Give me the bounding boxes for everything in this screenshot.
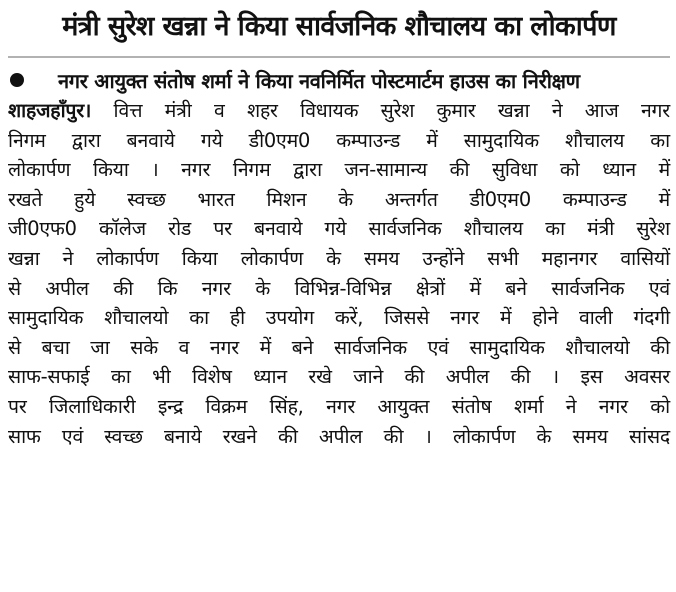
- body-line: लोकार्पण किया । नगर निगम द्वारा जन-सामान्य की सुविधा को ध्यान में: [8, 158, 670, 182]
- body-line: पर जिलाधिकारी इन्द्र विक्रम सिंह, नगर आयुक्त संतोष शर्मा ने नगर को: [8, 394, 670, 418]
- subheadline-item: [8, 68, 670, 95]
- bullet-icon: [10, 73, 24, 87]
- body-line: साफ एवं स्वच्छ बनाये रखने की अपील की । लोकार्पण के समय सांसद: [8, 424, 670, 448]
- body-line: रखते हुये स्वच्छ भारत मिशन के अन्तर्गत डी0एम0 कम्पाउन्ड में: [8, 187, 670, 211]
- headline: मंत्री सुरेश खन्ना ने किया सार्वजनिक शौचालय का लोकार्पण: [62, 11, 616, 42]
- body-line: जी0एफ0 कॉलेज रोड पर बनवाये गये सार्वजनिक शौचालय का मंत्री सुरेश: [8, 217, 670, 241]
- body-line: खन्ना ने लोकार्पण किया लोकार्पण के समय उन्होंने सभी महानगर वासियों: [8, 246, 670, 270]
- body-line: से बचा जा सके व नगर में बने सार्वजनिक एवं सामुदायिक शौचालयो की: [8, 335, 670, 359]
- article-body: [8, 96, 670, 451]
- divider: [8, 56, 670, 58]
- body-line: सामुदायिक शौचालयो का ही उपयोग करें, जिससे नगर में होने वाली गंदगी: [8, 306, 670, 330]
- dateline: शाहजहाँपुर।: [8, 99, 92, 122]
- body-line: से अपील की कि नगर के विभिन्न-विभिन्न क्षेत्रों में बने सार्वजनिक एवं: [8, 276, 670, 300]
- body-line: साफ-सफाई का भी विशेष ध्यान रखे जाने की अपील की । इस अवसर: [8, 365, 670, 389]
- body-line: निगम द्वारा बनवाये गये डी0एम0 कम्पाउन्ड में सामुदायिक शौचालय का: [8, 128, 670, 152]
- body-line: शाहजहाँपुर। वित्त मंत्री व शहर विधायक सुरेश कुमार खन्ना ने आज नगर: [8, 99, 670, 122]
- subheadline: नगर आयुक्त संतोष शर्मा ने किया नवनिर्मित पोस्टमार्टम हाउस का निरीक्षण: [58, 69, 580, 93]
